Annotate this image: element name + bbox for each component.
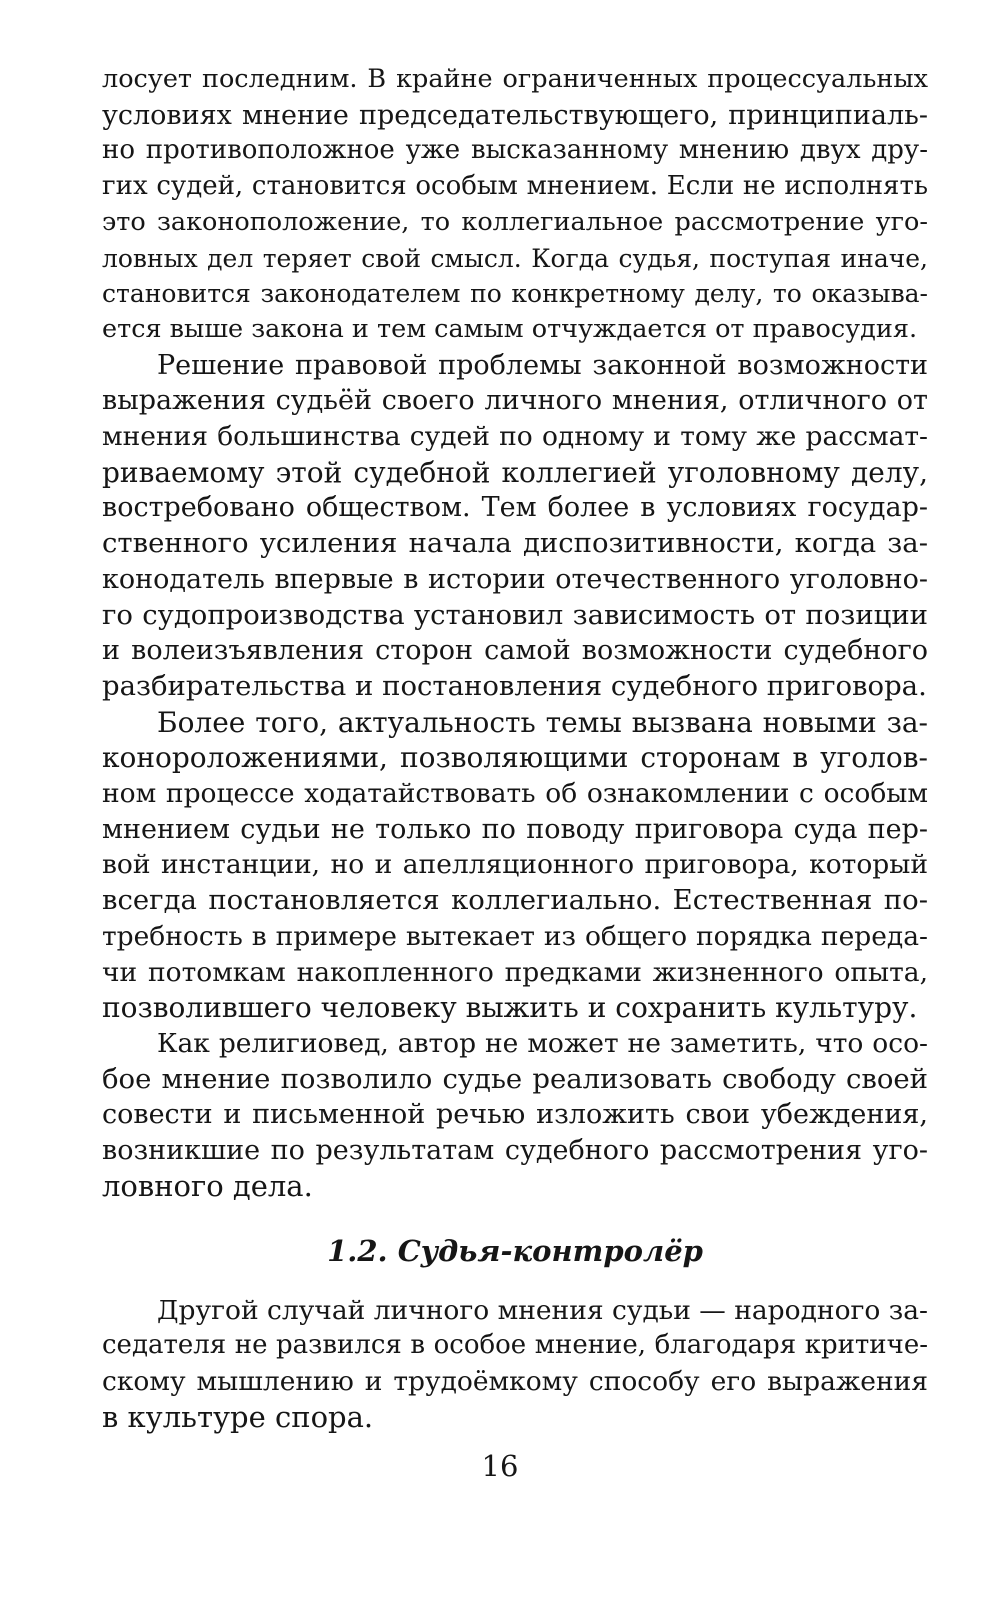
text-line: ном процессе ходатайствовать об ознакомлении с особым bbox=[102, 778, 928, 810]
text-line: ется выше закона и тем самым отчуждается от правосудия. bbox=[102, 313, 918, 344]
text-line: мнения большинства судей по одному и тому же рассмат- bbox=[102, 421, 928, 453]
text-line: требность в примере вытекает из общего порядка переда- bbox=[102, 920, 928, 952]
text-line: Другой случай личного мнения судьи — народного за- bbox=[157, 1294, 928, 1326]
text-line: условиях мнение председательствующего, принципиаль- bbox=[102, 99, 928, 131]
text-line: и волеизъявления сторон самой возможности судебного bbox=[102, 635, 928, 667]
text-line: разбирательства и постановления судебного приговора. bbox=[102, 669, 927, 702]
section-paragraph bbox=[102, 1293, 928, 1436]
text-line: но противоположное уже высказанному мнению двух дру- bbox=[102, 135, 928, 166]
text-line: мнением судьи не только по поводу приговора суда пер- bbox=[102, 813, 928, 845]
text-line: возникшие по результатам судебного рассмотрения уго- bbox=[102, 1135, 928, 1167]
text-line: ловного дела. bbox=[102, 1168, 313, 1203]
text-line: Как религиовед, автор не может не заметить, что осо- bbox=[157, 1027, 928, 1059]
text-line: риваемому этой судебной коллегией уголовному делу, bbox=[102, 455, 928, 489]
text-line: ственного усиления начала диспозитивности, когда за- bbox=[102, 527, 928, 560]
paragraph-1 bbox=[102, 62, 928, 348]
text-line: лосует последним. В крайне ограниченных процессуальных bbox=[102, 64, 928, 94]
text-line: гих судей, становится особым мнением. Если не исполнять bbox=[102, 171, 928, 202]
text-line: седателя не развился в особое мнение, благодаря критиче- bbox=[102, 1330, 928, 1361]
text-line: в культуре спора. bbox=[102, 1399, 374, 1434]
text-line: позволившего человеку выжить и сохранить культуру. bbox=[102, 991, 918, 1025]
paragraph-2 bbox=[102, 348, 928, 705]
paragraph-3 bbox=[102, 705, 928, 1026]
page-number: 16 bbox=[481, 1449, 519, 1483]
section-heading: 1.2. Судья-контролёр bbox=[327, 1233, 703, 1268]
text-line: вой инстанции, но и апелляционного приговора, который bbox=[102, 849, 928, 881]
text-line: это законоположение, то коллегиальное рассмотрение уго- bbox=[102, 206, 928, 237]
text-line: ловных дел теряет свой смысл. Когда судья, поступая иначе, bbox=[102, 243, 928, 273]
text-line: чи потомкам накопленного предками жизненного опыта, bbox=[102, 956, 928, 988]
text-line: конopоложениями, позволяющими сторонам в уголов- bbox=[102, 741, 928, 775]
text-line: совести и письменной речью изложить свои убеждения, bbox=[102, 1099, 928, 1131]
text-line: выражения судьёй своего личного мнения, отличного от bbox=[102, 385, 928, 417]
text-line: востребовано обществом. Тем более в условиях государ- bbox=[102, 492, 928, 524]
text-line: становится законодателем по конкретному делу, то оказыва- bbox=[102, 279, 928, 309]
text-line: го судопроизводства установил зависимость от позиции bbox=[102, 598, 928, 631]
paragraph-4 bbox=[102, 1026, 928, 1205]
text-line: всегда постановляется коллегиально. Естественная по- bbox=[102, 884, 928, 917]
text-line: Решение правовой проблемы законной возможности bbox=[157, 349, 928, 381]
page-content bbox=[102, 62, 928, 1435]
text-line: бое мнение позволило судье реализовать свободу своей bbox=[102, 1062, 928, 1095]
text-line: конодатель впервые в истории отечественного уголовно- bbox=[102, 563, 928, 595]
text-line: скому мышлению и трудоёмкому способу его выражения bbox=[102, 1365, 928, 1397]
text-line: Более того, актуальность темы вызвана новыми за- bbox=[157, 705, 928, 739]
